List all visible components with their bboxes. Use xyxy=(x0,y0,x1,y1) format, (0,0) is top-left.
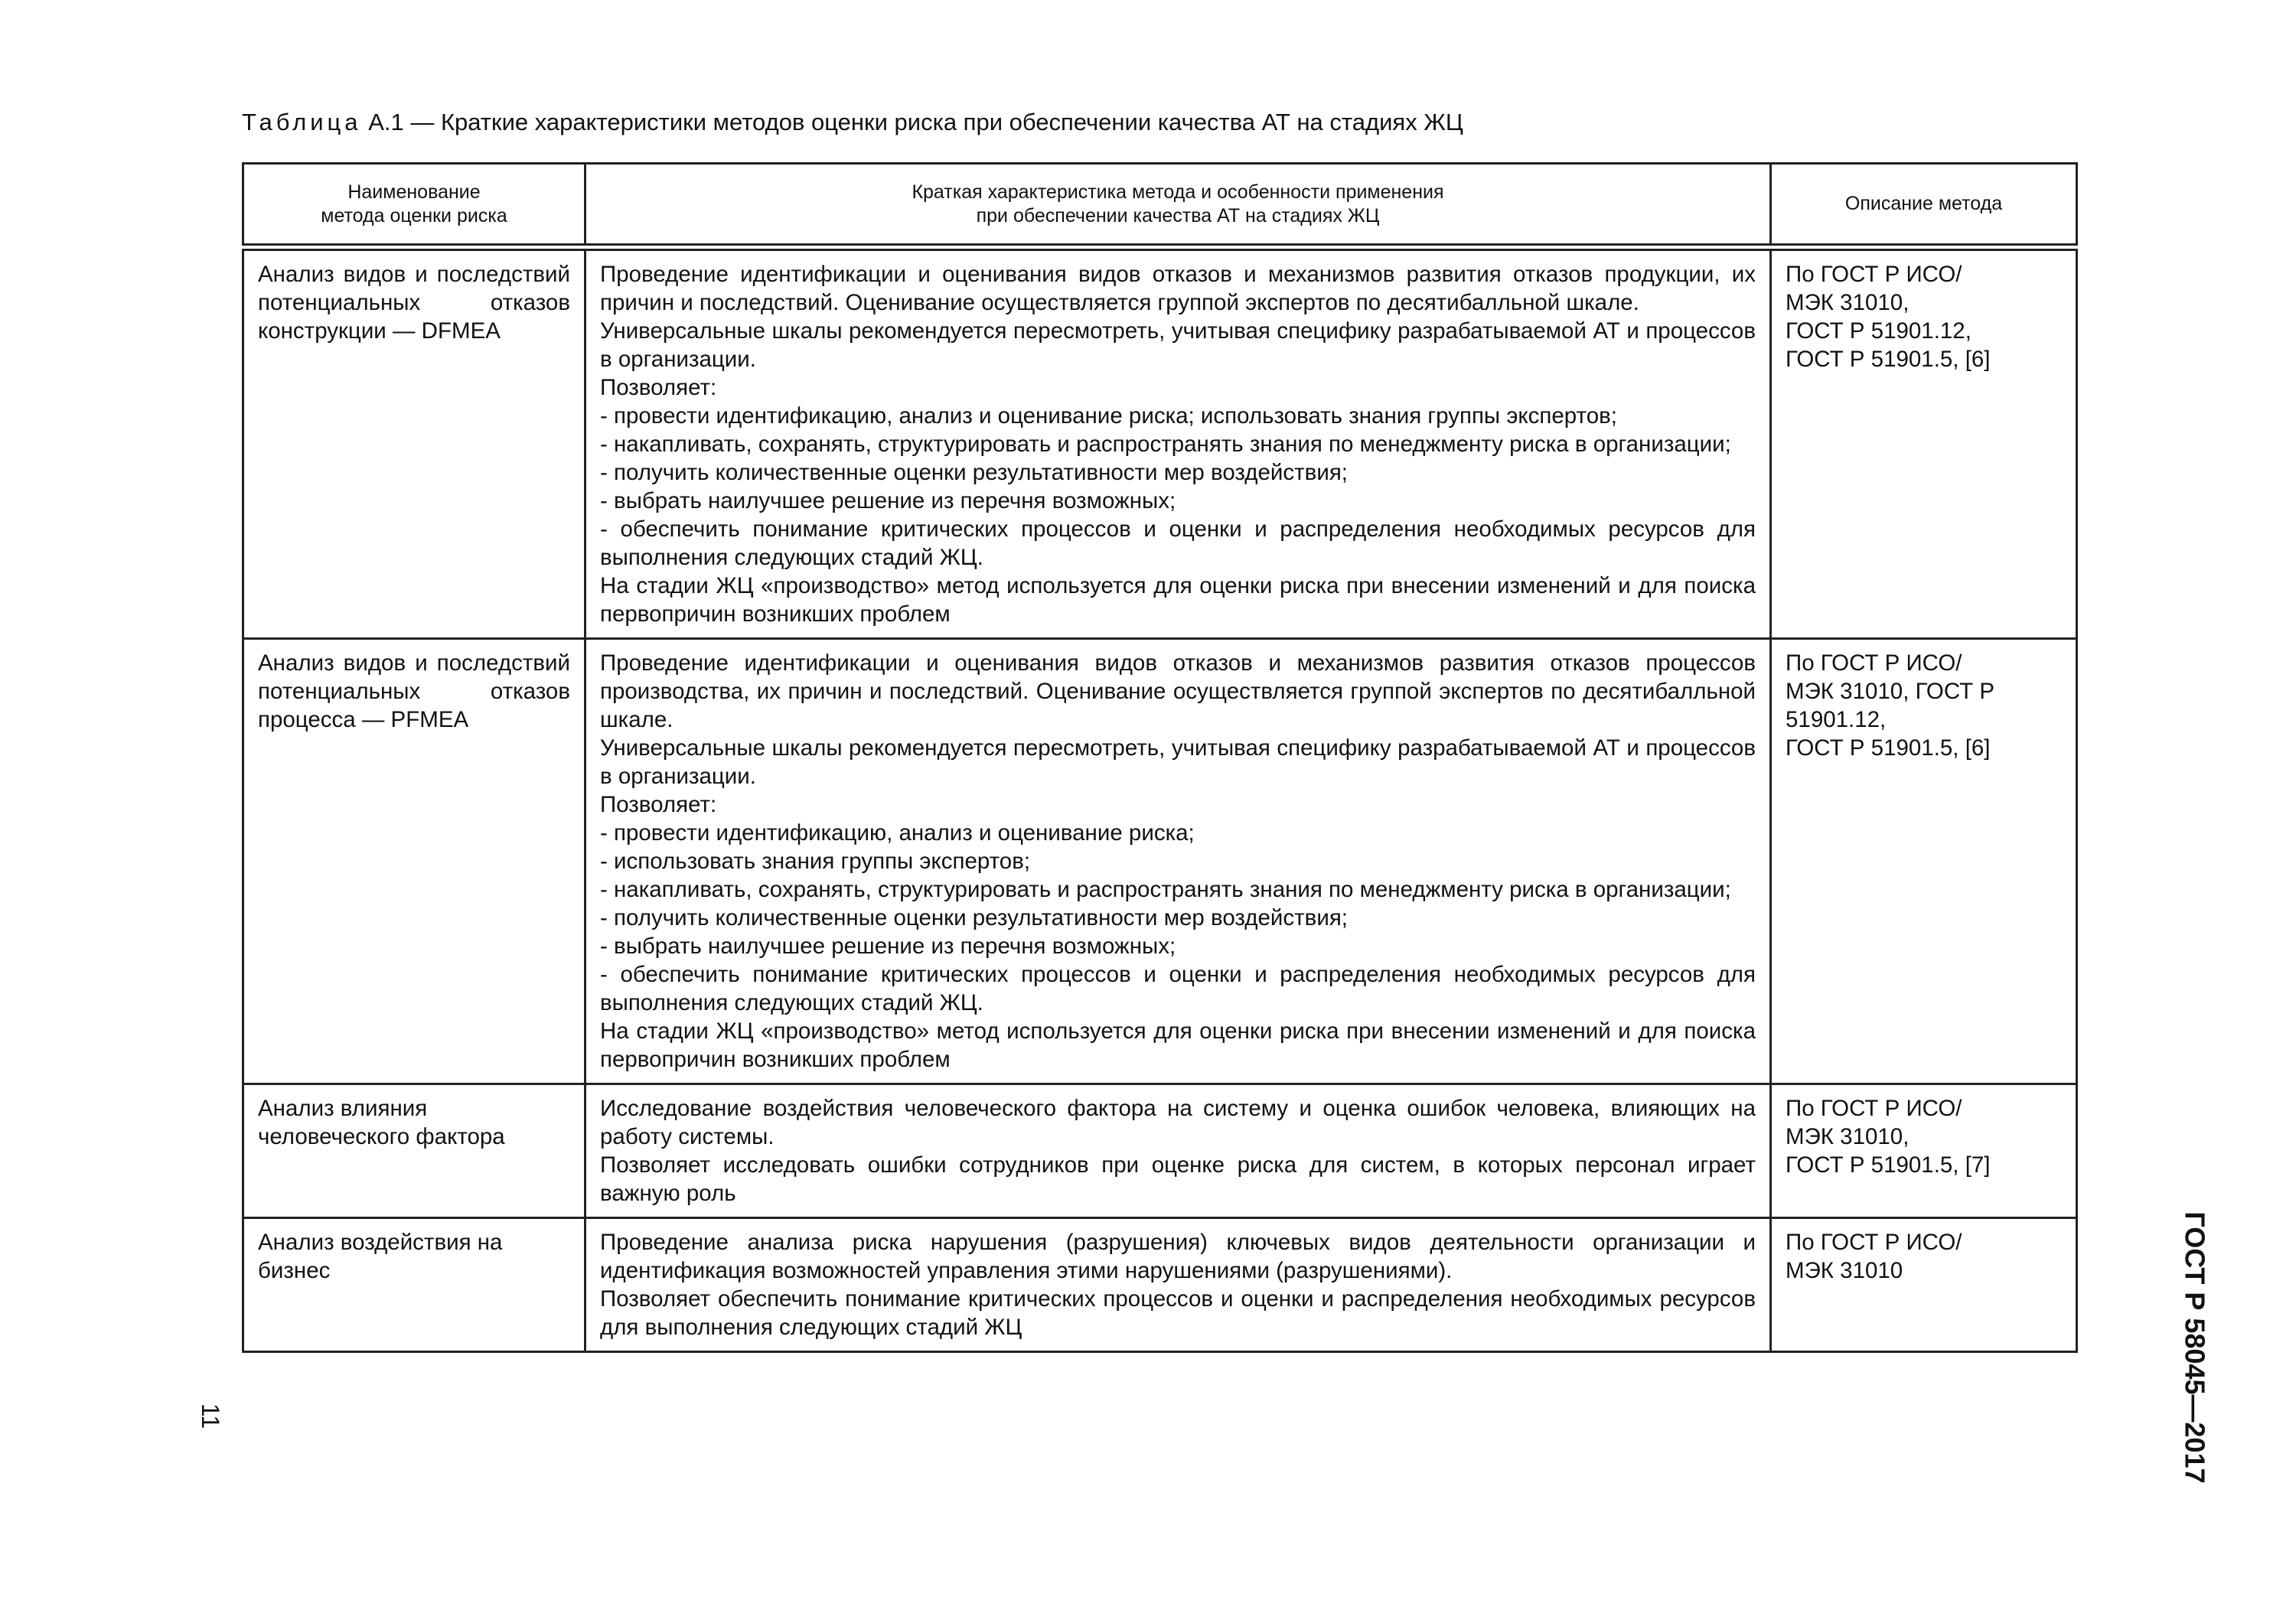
method-reference-cell: По ГОСТ Р ИСО/ МЭК 31010, ГОСТ Р 51901.12, ГОСТ Р 51901.5, [6] xyxy=(1771,247,2077,639)
method-description-cell: Проведение анализа риска нарушения (разрушения) ключевых видов деятельности организации и идентификация возможностей управления этими нарушениями (разрушениями). Позволяет обеспечить понимание критических процессов и оценки и распределения необходимых ресурсов для выполнения следующих стадий ЖЦ xyxy=(585,1218,1771,1352)
table-row xyxy=(243,1218,2077,1352)
header-method-name: Наименование метода оценки риска xyxy=(243,164,585,248)
method-name-cell: Анализ видов и последствий потенциальных отказов конструкции — DFMEA xyxy=(243,247,585,639)
method-description-cell: Проведение идентификации и оценивания видов отказов и механизмов развития отказов продукции, их причин и последствий. Оценивание осуществляется группой экспертов по десятибалльной шкале. Универсальные шкалы рекомендуется пересмотреть, учитывая специфику разрабатываемой АТ и процессов в организации. Позволяет: - провести идентификацию, анализ и оценивание риска; использовать знания группы экспертов; - накапливать, сохранять, структурировать и распространять знания по менеджменту риска в организации; - получить количественные оценки результативности мер воздействия; - выбрать наилучшее решение из перечня возможных; - обеспечить понимание критических процессов и оценки и распределения необходимых ресурсов для выполнения следующих стадий ЖЦ. На стадии ЖЦ «производство» метод используется для оценки риска при внесении изменений и для поиска первопричин возникших проблем xyxy=(585,247,1771,639)
method-name-cell: Анализ влияния человеческого фактора xyxy=(243,1084,585,1218)
table-header-row xyxy=(243,164,2077,248)
header-characteristics: Краткая характеристика метода и особенности применения при обеспечении качества АТ на стадиях ЖЦ xyxy=(585,164,1771,248)
table-row xyxy=(243,639,2077,1084)
table-caption xyxy=(242,109,1463,136)
method-reference-cell: По ГОСТ Р ИСО/ МЭК 31010 xyxy=(1771,1218,2077,1352)
method-description-cell: Исследование воздействия человеческого фактора на систему и оценка ошибок человека, влияющих на работу системы. Позволяет исследовать ошибки сотрудников при оценке риска для систем, в которых персонал играет важную роль xyxy=(585,1084,1771,1218)
table-row xyxy=(243,247,2077,639)
page-number: 11 xyxy=(197,1403,225,1429)
method-name-cell: Анализ видов и последствий потенциальных отказов процесса — PFMEA xyxy=(243,639,585,1084)
method-name-cell: Анализ воздействия на бизнес xyxy=(243,1218,585,1352)
method-description-cell: Проведение идентификации и оценивания видов отказов и механизмов развития отказов процессов производства, их причин и последствий. Оценивание осуществляется группой экспертов по десятибалльной шкале. Универсальные шкалы рекомендуется пересмотреть, учитывая специфику разрабатываемой АТ и процессов в организации. Позволяет: - провести идентификацию, анализ и оценивание риска; - использовать знания группы экспертов; - накапливать, сохранять, структурировать и распространять знания по менеджменту риска в организации; - получить количественные оценки результативности мер воздействия; - выбрать наилучшее решение из перечня возможных; - обеспечить понимание критических процессов и оценки и распределения необходимых ресурсов для выполнения следующих стадий ЖЦ. На стадии ЖЦ «производство» метод используется для оценки риска при внесении изменений и для поиска первопричин возникших проблем xyxy=(585,639,1771,1084)
risk-methods-table xyxy=(242,162,2078,1353)
header-description: Описание метода xyxy=(1771,164,2077,248)
method-reference-cell: По ГОСТ Р ИСО/ МЭК 31010, ГОСТ Р 51901.5, [7] xyxy=(1771,1084,2077,1218)
table-row xyxy=(243,1084,2077,1218)
caption-label: Таблица xyxy=(242,109,362,135)
method-reference-cell: По ГОСТ Р ИСО/ МЭК 31010, ГОСТ Р 51901.12, ГОСТ Р 51901.5, [6] xyxy=(1771,639,2077,1084)
caption-text: А.1 — Краткие характеристики методов оценки риска при обеспечении качества АТ на стадиях ЖЦ xyxy=(368,109,1463,135)
document-id: ГОСТ Р 58045—2017 xyxy=(2179,1211,2211,1484)
